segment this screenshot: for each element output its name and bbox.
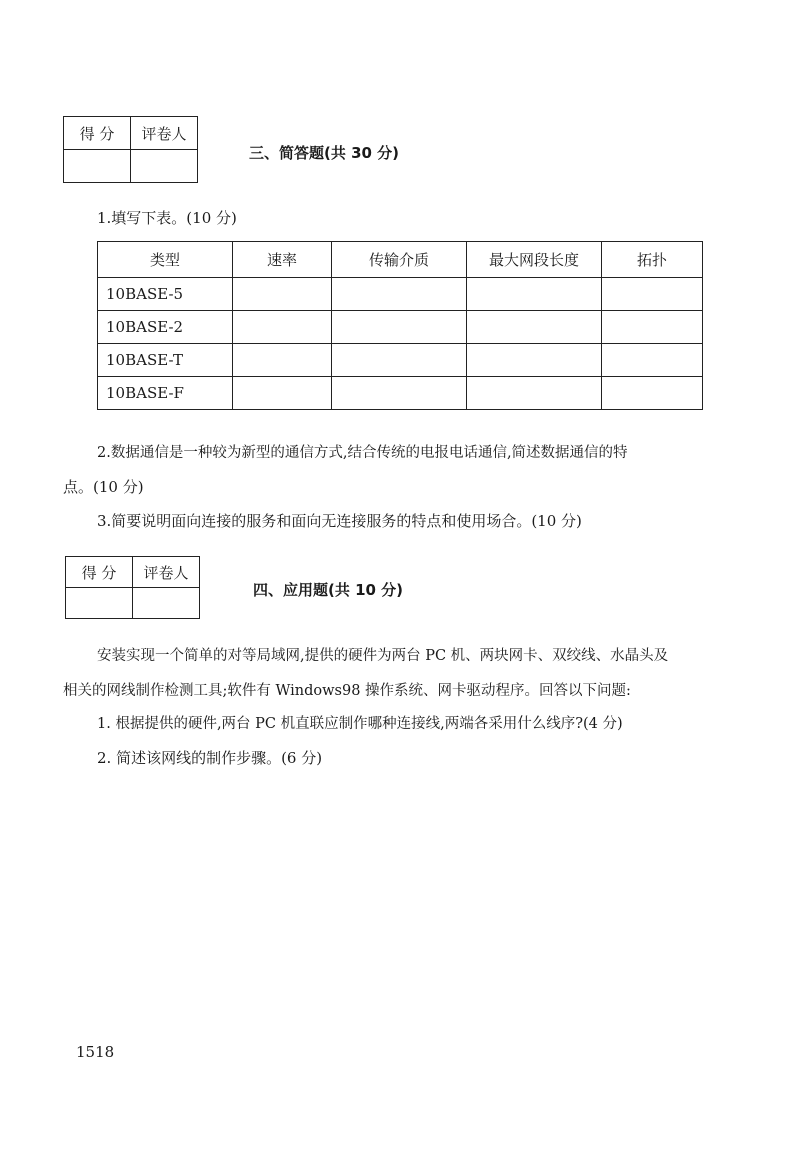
blank-cell: [233, 377, 332, 410]
blank-cell: [467, 377, 602, 410]
table-header-row: [98, 242, 703, 278]
table-header: 类型: [98, 242, 233, 278]
question-3-3: 3.简要说明面向连接的服务和面向无连接服务的特点和使用场合。(10 分): [97, 512, 582, 530]
table-row: [98, 311, 703, 344]
blank-cell: [467, 311, 602, 344]
question-3-1: 1.填写下表。(10 分): [97, 209, 237, 227]
blank-cell: [332, 311, 467, 344]
blank-cell: [602, 344, 703, 377]
score-label: 得 分: [64, 117, 131, 150]
type-cell: 10BASE-2: [98, 311, 233, 344]
table-header: 拓扑: [602, 242, 703, 278]
section-4-intro-line-2: 相关的网线制作检测工具;软件有 Windows98 操作系统、网卡驱动程序。回答以下问题:: [63, 683, 631, 699]
score-label: 得 分: [66, 557, 133, 588]
table-row: [98, 344, 703, 377]
section-4-intro-line-1: 安装实现一个简单的对等局域网,提供的硬件为两台 PC 机、两块网卡、双绞线、水晶头及: [97, 648, 669, 664]
table-header: 速率: [233, 242, 332, 278]
blank-cell: [332, 344, 467, 377]
table-row: [98, 278, 703, 311]
table-row: [98, 377, 703, 410]
grader-label: 评卷人: [133, 557, 200, 588]
score-cell: [66, 588, 133, 619]
score-box-section-4: [65, 556, 200, 619]
grader-cell: [133, 588, 200, 619]
ethernet-standards-table: [97, 241, 703, 410]
blank-cell: [467, 278, 602, 311]
type-cell: 10BASE-T: [98, 344, 233, 377]
blank-cell: [332, 278, 467, 311]
question-3-2-line-2: 点。(10 分): [63, 478, 144, 496]
blank-cell: [602, 377, 703, 410]
blank-cell: [233, 278, 332, 311]
blank-cell: [233, 344, 332, 377]
grader-label: 评卷人: [131, 117, 198, 150]
question-3-2-line-1: 2.数据通信是一种较为新型的通信方式,结合传统的电报电话通信,简述数据通信的特: [97, 445, 628, 461]
table-header: 传输介质: [332, 242, 467, 278]
table-header: 最大网段长度: [467, 242, 602, 278]
question-4-1: 1. 根据提供的硬件,两台 PC 机直联应制作哪种连接线,两端各采用什么线序?(4 分): [97, 716, 623, 732]
section-3-title: 三、简答题(共 30 分): [249, 144, 400, 162]
grader-cell: [131, 150, 198, 183]
type-cell: 10BASE-5: [98, 278, 233, 311]
question-4-2: 2. 简述该网线的制作步骤。(6 分): [97, 749, 323, 767]
page-number: 1518: [76, 1043, 115, 1061]
blank-cell: [602, 278, 703, 311]
type-cell: 10BASE-F: [98, 377, 233, 410]
score-cell: [64, 150, 131, 183]
blank-cell: [332, 377, 467, 410]
blank-cell: [233, 311, 332, 344]
score-box-section-3: [63, 116, 198, 183]
blank-cell: [467, 344, 602, 377]
blank-cell: [602, 311, 703, 344]
section-4-title: 四、应用题(共 10 分): [253, 581, 404, 599]
